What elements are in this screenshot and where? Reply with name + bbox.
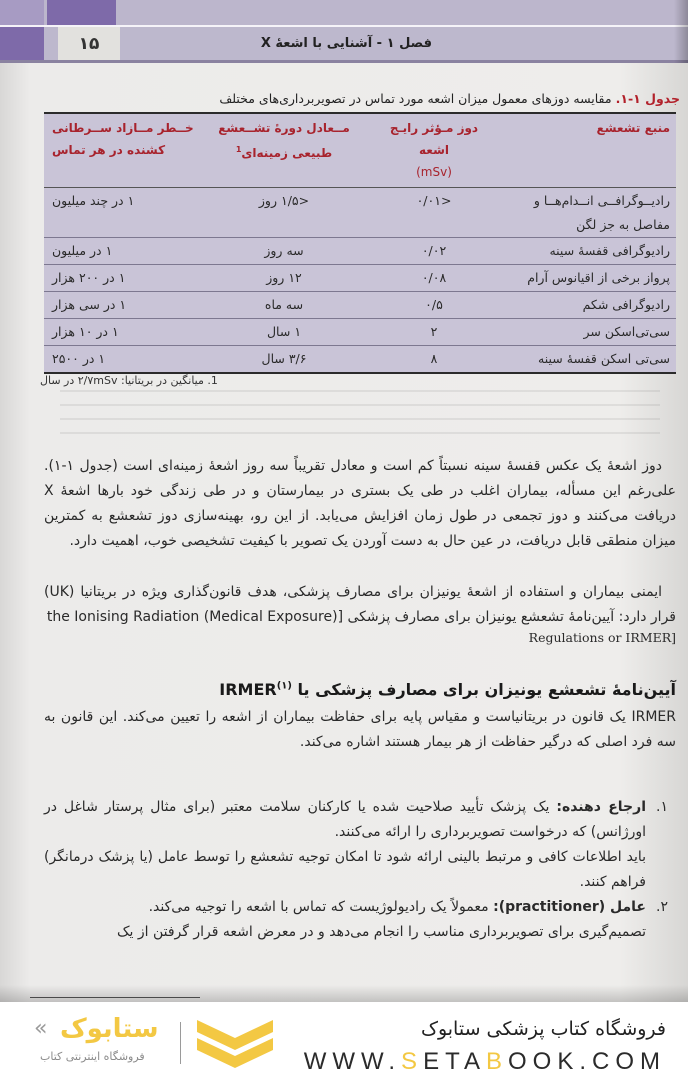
paragraph-2: ایمنی بیماران و استفاده از اشعهٔ یونیزان برای مصارف پزشکی، هدف قانون‌گذاری ویژه در بریتانیا (UK) قرار دارد: آیین‌نامهٔ تشعشع یونیزان برای مصارف پزشکی [the Ionising Radiation (Medical Exposure): [44, 584, 676, 625]
paragraph-2-end: Regulations or IRMER]: [528, 630, 676, 645]
col-header-source: منبع تشعشع: [596, 121, 670, 135]
paragraph-3: IRMER یک قانون در بریتانیاست و مقیاس پایه برای حفاظت بیماران از اشعه را تعیین می‌کند. این قانون به سه فرد اصلی که درگیر حفاظت از هر بیمار هستند اشاره می‌کند.: [44, 709, 676, 750]
table-caption-label: جدول ۱-۱.: [615, 91, 680, 106]
col-header-dose: دوز مـؤثر رایـج اشعه (mSv): [389, 121, 479, 179]
chevron-logo-icon: [195, 1018, 275, 1068]
running-header: [0, 27, 688, 60]
store-url[interactable]: WWW.SETABOOK.COM: [303, 1048, 666, 1075]
bleed-through-text: [60, 384, 660, 434]
table-row: سی‌تی اسکن قفسهٔ سینه ۸ ۳/۶ سال ۱ در ۲۵۰۰: [52, 351, 670, 366]
table-row: رادیوگرافی شکم ۰/۵ سه ماه ۱ در سی هزار: [44, 292, 676, 319]
list-item: ۲. عامل (practitioner): معمولاً یک رادیولوژیست که تماس با اشعه را توجیه می‌کند.: [148, 899, 668, 915]
table-row: رادیــوگرافــی انــدام‌هــا و مفاصل به جز لگن <۰/۰۱ <۱/۵ روز ۱ در چند میلیون: [44, 188, 676, 238]
table-footnote: 1. میانگین در بریتانیا: ۲/۷mSv در سال: [40, 374, 218, 387]
table-row: رادیوگرافی قفسهٔ سینه ۰/۰۲ سه روز ۱ در میلیون: [44, 238, 676, 265]
double-chevron-icon: «: [34, 1016, 48, 1041]
col-header-risk: خــطر مــازاد ســرطانی کشنده در هر تماس: [52, 121, 194, 157]
header-decor-top: [0, 0, 688, 25]
logo-tagline: فروشگاه اینترنتی کتاب: [40, 1050, 145, 1063]
list-item: ۱. ارجاع دهنده: یک پزشک تأیید صلاحیت شده یا کارکنان سلامت معتبر (برای مثال پرستار شاغل در اورژانس) که درخواست تصویربرداری را ارائه می‌کنند.: [44, 799, 668, 840]
list-item-note: باید اطلاعات کافی و مرتبط بالینی ارائه شود تا امکان توجیه تشعشع را توسط عامل (یا پزشک درمانگر) فراهم کنند.: [44, 849, 646, 890]
table-caption-text: مقایسه دوزهای معمول میزان اشعه مورد تماس در تصویربرداری‌های مختلف: [219, 91, 616, 106]
list-item-note: تصمیم‌گیری برای تصویربرداری مناسب را انجام می‌دهد و در معرض اشعه قرار گرفتن از یک: [116, 924, 646, 940]
store-banner: [0, 1002, 688, 1080]
logo-wordmark: ستابوک: [60, 1014, 159, 1044]
col-header-equivalent: مــعادل دورهٔ تشــعشع طبیعی زمینه‌ای$^1$: [218, 121, 350, 160]
store-name: فروشگاه کتاب پزشکی ستابوک: [420, 1018, 666, 1040]
table-caption: [40, 91, 680, 106]
table-row: پرواز برخی از اقیانوس آرام ۰/۰۸ ۱۲ روز ۱ در ۲۰۰ هزار: [44, 265, 676, 292]
page-number: ۱۵: [58, 27, 120, 60]
paragraph-1: دوز اشعهٔ یک عکس قفسهٔ سینه نسبتاً کم است و معادل تقریباً سه روز اشعهٔ زمینه‌ای است (جدول ۱-۱). علی‌رغم این مسأله، بیماران اغلب در طی یک بستری در بیمارستان و در طی زندگی خود بارها اشعهٔ X دریافت می‌کنند و دوز تجمعی در طول زمان افزایش می‌یابد. از این رو، بهینه‌سازی دوز تشعشع به کمترین میزان منطقی قابل دریافت، در عین حال به دست آوردن یک تصویر با کیفیت تشخیصی خوب، اهمیت دارد.: [44, 458, 676, 549]
role-list: [44, 795, 676, 945]
section-heading: آیین‌نامهٔ تشعشع یونیزان برای مصارف پزشکی یا IRMER$^{(۱)}$: [219, 680, 676, 699]
dose-comparison-table: [44, 112, 676, 374]
table-row: سی‌تی‌اسکن سر ۲ ۱ سال ۱ در ۱۰ هزار: [44, 319, 676, 346]
chapter-title: فصل ۱ - آشنایی با اشعهٔ X: [260, 36, 432, 51]
table-header: [44, 114, 676, 188]
